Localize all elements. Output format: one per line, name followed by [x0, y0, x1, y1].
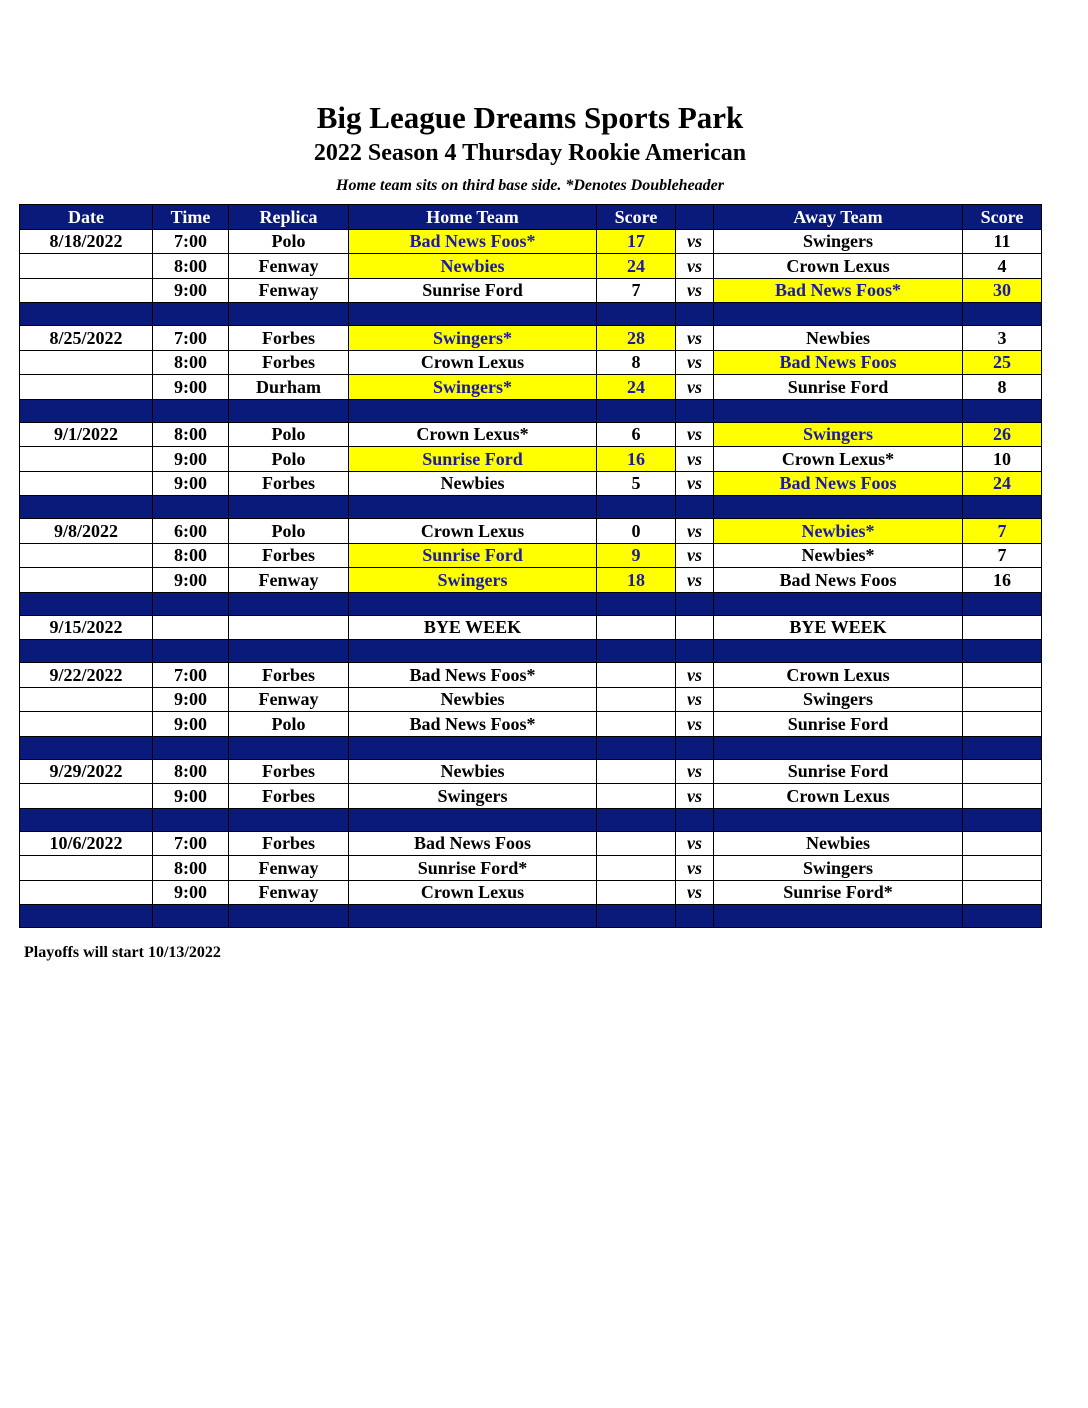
date-cell: 9/15/2022	[20, 615, 153, 640]
spacer-cell	[597, 496, 676, 519]
away-score-cell	[963, 880, 1042, 905]
vs-cell: vs	[676, 375, 714, 400]
away-score-cell: 25	[963, 350, 1042, 375]
home-score-cell: 16	[597, 447, 676, 472]
spacer-cell	[229, 303, 349, 326]
game-row	[20, 568, 1042, 593]
spacer-cell	[597, 640, 676, 663]
replica-cell: Polo	[229, 447, 349, 472]
spacer-cell	[714, 399, 963, 422]
spacer-cell	[963, 303, 1042, 326]
vs-cell: vs	[676, 422, 714, 447]
replica-cell: Durham	[229, 375, 349, 400]
game-row	[20, 784, 1042, 809]
time-cell: 8:00	[153, 254, 229, 279]
time-cell: 7:00	[153, 229, 229, 254]
spacer-cell	[20, 736, 153, 759]
spacer-cell	[714, 808, 963, 831]
time-cell: 6:00	[153, 519, 229, 544]
spacer-cell	[963, 592, 1042, 615]
away-team-cell: Crown Lexus	[714, 254, 963, 279]
vs-cell: vs	[676, 831, 714, 856]
home-team-cell: BYE WEEK	[349, 615, 597, 640]
spacer-cell	[153, 640, 229, 663]
spacer-cell	[963, 736, 1042, 759]
vs-cell: vs	[676, 254, 714, 279]
time-cell: 8:00	[153, 759, 229, 784]
replica-cell: Fenway	[229, 568, 349, 593]
date-cell: 8/18/2022	[20, 229, 153, 254]
replica-cell: Fenway	[229, 254, 349, 279]
spacer-cell	[153, 399, 229, 422]
spacer-cell	[963, 808, 1042, 831]
home-score-cell	[597, 784, 676, 809]
spacer-cell	[153, 736, 229, 759]
replica-cell: Forbes	[229, 350, 349, 375]
replica-cell	[229, 615, 349, 640]
spacer-cell	[714, 303, 963, 326]
away-team-cell: Bad News Foos	[714, 568, 963, 593]
home-team-cell: Crown Lexus	[349, 519, 597, 544]
game-row	[20, 375, 1042, 400]
spacer-row	[20, 399, 1042, 422]
spacer-row	[20, 592, 1042, 615]
vs-cell: vs	[676, 543, 714, 568]
vs-cell: vs	[676, 687, 714, 712]
page-title: Big League Dreams Sports Park	[316, 100, 744, 135]
spacer-row	[20, 496, 1042, 519]
header-vs	[676, 205, 714, 230]
date-cell	[20, 687, 153, 712]
time-cell: 9:00	[153, 687, 229, 712]
away-team-cell: Bad News Foos	[714, 471, 963, 496]
game-row	[20, 615, 1042, 640]
date-cell	[20, 278, 153, 303]
home-score-cell	[597, 880, 676, 905]
replica-cell: Fenway	[229, 687, 349, 712]
home-score-cell: 7	[597, 278, 676, 303]
spacer-cell	[963, 640, 1042, 663]
vs-cell: vs	[676, 663, 714, 688]
replica-cell: Forbes	[229, 663, 349, 688]
game-row	[20, 687, 1042, 712]
home-team-cell: Newbies	[349, 254, 597, 279]
home-score-cell: 5	[597, 471, 676, 496]
spacer-cell	[676, 640, 714, 663]
spacer-cell	[229, 808, 349, 831]
away-score-cell: 26	[963, 422, 1042, 447]
home-score-cell	[597, 831, 676, 856]
vs-cell: vs	[676, 447, 714, 472]
date-cell: 9/8/2022	[20, 519, 153, 544]
home-score-cell: 6	[597, 422, 676, 447]
home-team-cell: Newbies	[349, 687, 597, 712]
spacer-cell	[153, 496, 229, 519]
spacer-cell	[20, 640, 153, 663]
away-team-cell: Newbies*	[714, 543, 963, 568]
home-team-cell: Bad News Foos	[349, 831, 597, 856]
game-row	[20, 519, 1042, 544]
spacer-row	[20, 736, 1042, 759]
spacer-cell	[349, 736, 597, 759]
schedule-body	[20, 229, 1042, 928]
date-cell	[20, 543, 153, 568]
spacer-cell	[349, 592, 597, 615]
game-row	[20, 663, 1042, 688]
header-time: Time	[153, 205, 229, 230]
away-team-cell: Swingers	[714, 229, 963, 254]
vs-cell: vs	[676, 278, 714, 303]
home-team-cell: Bad News Foos*	[349, 712, 597, 737]
date-cell	[20, 880, 153, 905]
home-team-cell: Sunrise Ford	[349, 543, 597, 568]
replica-cell: Forbes	[229, 759, 349, 784]
date-cell: 8/25/2022	[20, 326, 153, 351]
spacer-cell	[963, 496, 1042, 519]
spacer-cell	[597, 905, 676, 928]
game-row	[20, 326, 1042, 351]
home-team-cell: Newbies	[349, 759, 597, 784]
date-cell	[20, 471, 153, 496]
spacer-cell	[153, 303, 229, 326]
header-home-team: Home Team	[349, 205, 597, 230]
away-team-cell: Sunrise Ford	[714, 712, 963, 737]
game-row	[20, 350, 1042, 375]
home-team-cell: Crown Lexus	[349, 880, 597, 905]
home-score-cell: 17	[597, 229, 676, 254]
header-replica: Replica	[229, 205, 349, 230]
spacer-cell	[20, 496, 153, 519]
away-team-cell: Newbies	[714, 326, 963, 351]
spacer-cell	[714, 640, 963, 663]
away-team-cell: Newbies*	[714, 519, 963, 544]
home-score-cell: 24	[597, 375, 676, 400]
home-score-cell	[597, 663, 676, 688]
spacer-cell	[597, 399, 676, 422]
away-score-cell	[963, 687, 1042, 712]
time-cell: 8:00	[153, 422, 229, 447]
spacer-cell	[20, 303, 153, 326]
away-team-cell: Crown Lexus	[714, 784, 963, 809]
spacer-cell	[597, 303, 676, 326]
away-team-cell: Bad News Foos	[714, 350, 963, 375]
away-team-cell: Crown Lexus	[714, 663, 963, 688]
game-row	[20, 856, 1042, 881]
spacer-cell	[676, 496, 714, 519]
away-team-cell: Sunrise Ford*	[714, 880, 963, 905]
vs-cell	[676, 615, 714, 640]
vs-cell: vs	[676, 784, 714, 809]
away-team-cell: Sunrise Ford	[714, 759, 963, 784]
header-away-team: Away Team	[714, 205, 963, 230]
replica-cell: Fenway	[229, 278, 349, 303]
spacer-cell	[229, 399, 349, 422]
vs-cell: vs	[676, 856, 714, 881]
home-team-cell: Bad News Foos*	[349, 663, 597, 688]
spacer-cell	[20, 399, 153, 422]
home-team-cell: Swingers*	[349, 375, 597, 400]
away-team-cell: Swingers	[714, 422, 963, 447]
spacer-cell	[349, 640, 597, 663]
home-team-cell: Bad News Foos*	[349, 229, 597, 254]
game-row	[20, 759, 1042, 784]
spacer-cell	[597, 592, 676, 615]
away-score-cell	[963, 856, 1042, 881]
replica-cell: Forbes	[229, 471, 349, 496]
game-row	[20, 712, 1042, 737]
header-row	[20, 205, 1042, 230]
replica-cell: Polo	[229, 229, 349, 254]
header-date: Date	[20, 205, 153, 230]
date-cell	[20, 856, 153, 881]
home-team-cell: Sunrise Ford	[349, 278, 597, 303]
home-team-cell: Sunrise Ford*	[349, 856, 597, 881]
spacer-cell	[714, 736, 963, 759]
time-cell: 9:00	[153, 880, 229, 905]
away-team-cell: Swingers	[714, 856, 963, 881]
spacer-cell	[229, 640, 349, 663]
replica-cell: Forbes	[229, 784, 349, 809]
away-score-cell	[963, 784, 1042, 809]
time-cell: 7:00	[153, 663, 229, 688]
home-score-cell	[597, 759, 676, 784]
spacer-cell	[676, 592, 714, 615]
spacer-cell	[963, 905, 1042, 928]
spacer-row	[20, 808, 1042, 831]
home-score-cell	[597, 856, 676, 881]
spacer-cell	[676, 808, 714, 831]
spacer-cell	[229, 496, 349, 519]
spacer-cell	[20, 808, 153, 831]
game-row	[20, 229, 1042, 254]
time-cell: 9:00	[153, 784, 229, 809]
game-row	[20, 880, 1042, 905]
replica-cell: Fenway	[229, 880, 349, 905]
time-cell: 7:00	[153, 326, 229, 351]
game-row	[20, 254, 1042, 279]
home-team-cell: Crown Lexus*	[349, 422, 597, 447]
vs-cell: vs	[676, 568, 714, 593]
away-score-cell: 4	[963, 254, 1042, 279]
spacer-cell	[597, 808, 676, 831]
vs-cell: vs	[676, 350, 714, 375]
spacer-cell	[229, 736, 349, 759]
spacer-cell	[229, 905, 349, 928]
away-score-cell: 16	[963, 568, 1042, 593]
spacer-cell	[229, 592, 349, 615]
spacer-cell	[676, 303, 714, 326]
away-score-cell: 10	[963, 447, 1042, 472]
schedule-table	[19, 204, 1042, 928]
game-row	[20, 471, 1042, 496]
game-row	[20, 278, 1042, 303]
date-cell	[20, 254, 153, 279]
away-score-cell	[963, 615, 1042, 640]
spacer-cell	[153, 808, 229, 831]
away-score-cell	[963, 831, 1042, 856]
away-team-cell: Crown Lexus*	[714, 447, 963, 472]
date-cell: 9/29/2022	[20, 759, 153, 784]
home-team-cell: Sunrise Ford	[349, 447, 597, 472]
spacer-cell	[597, 736, 676, 759]
replica-cell: Polo	[229, 422, 349, 447]
time-cell: 9:00	[153, 568, 229, 593]
vs-cell: vs	[676, 759, 714, 784]
game-row	[20, 422, 1042, 447]
away-score-cell: 24	[963, 471, 1042, 496]
spacer-cell	[349, 808, 597, 831]
away-score-cell	[963, 663, 1042, 688]
replica-cell: Polo	[229, 519, 349, 544]
vs-cell: vs	[676, 712, 714, 737]
time-cell: 8:00	[153, 350, 229, 375]
spacer-cell	[714, 496, 963, 519]
home-team-cell: Swingers	[349, 784, 597, 809]
away-score-cell: 11	[963, 229, 1042, 254]
date-cell: 9/22/2022	[20, 663, 153, 688]
spacer-cell	[714, 592, 963, 615]
time-cell: 9:00	[153, 447, 229, 472]
spacer-cell	[20, 905, 153, 928]
vs-cell: vs	[676, 880, 714, 905]
spacer-row	[20, 640, 1042, 663]
time-cell: 7:00	[153, 831, 229, 856]
home-score-cell	[597, 615, 676, 640]
date-cell	[20, 375, 153, 400]
spacer-row	[20, 303, 1042, 326]
home-score-cell: 0	[597, 519, 676, 544]
home-team-cell: Swingers	[349, 568, 597, 593]
home-team-cell: Crown Lexus	[349, 350, 597, 375]
spacer-cell	[153, 592, 229, 615]
time-cell: 8:00	[153, 856, 229, 881]
game-row	[20, 831, 1042, 856]
date-cell: 9/1/2022	[20, 422, 153, 447]
time-cell: 9:00	[153, 375, 229, 400]
vs-cell: vs	[676, 471, 714, 496]
spacer-cell	[714, 905, 963, 928]
date-cell	[20, 568, 153, 593]
game-row	[20, 543, 1042, 568]
home-score-cell	[597, 687, 676, 712]
away-score-cell	[963, 759, 1042, 784]
time-cell: 9:00	[153, 471, 229, 496]
time-cell: 9:00	[153, 712, 229, 737]
header-away-score: Score	[963, 205, 1042, 230]
away-team-cell: BYE WEEK	[714, 615, 963, 640]
time-cell: 9:00	[153, 278, 229, 303]
home-score-cell: 28	[597, 326, 676, 351]
date-cell	[20, 350, 153, 375]
away-score-cell	[963, 712, 1042, 737]
date-cell: 10/6/2022	[20, 831, 153, 856]
away-score-cell: 30	[963, 278, 1042, 303]
home-team-cell: Newbies	[349, 471, 597, 496]
spacer-cell	[349, 905, 597, 928]
replica-cell: Polo	[229, 712, 349, 737]
away-team-cell: Swingers	[714, 687, 963, 712]
away-score-cell: 8	[963, 375, 1042, 400]
replica-cell: Forbes	[229, 831, 349, 856]
away-score-cell: 7	[963, 519, 1042, 544]
vs-cell: vs	[676, 326, 714, 351]
spacer-cell	[20, 592, 153, 615]
date-cell	[20, 447, 153, 472]
spacer-row	[20, 905, 1042, 928]
spacer-cell	[349, 399, 597, 422]
replica-cell: Forbes	[229, 543, 349, 568]
away-team-cell: Newbies	[714, 831, 963, 856]
header-home-score: Score	[597, 205, 676, 230]
vs-cell: vs	[676, 519, 714, 544]
spacer-cell	[349, 303, 597, 326]
spacer-cell	[349, 496, 597, 519]
away-score-cell: 7	[963, 543, 1042, 568]
away-team-cell: Sunrise Ford	[714, 375, 963, 400]
schedule-note: Home team sits on third base side. *Denotes Doubleheader	[336, 177, 724, 194]
playoffs-note: Playoffs will start 10/13/2022	[24, 944, 221, 961]
page-subtitle: 2022 Season 4 Thursday Rookie American	[313, 140, 747, 166]
home-score-cell: 18	[597, 568, 676, 593]
time-cell: 8:00	[153, 543, 229, 568]
game-row	[20, 447, 1042, 472]
spacer-cell	[676, 905, 714, 928]
date-cell	[20, 784, 153, 809]
time-cell	[153, 615, 229, 640]
away-score-cell: 3	[963, 326, 1042, 351]
spacer-cell	[676, 399, 714, 422]
spacer-cell	[963, 399, 1042, 422]
date-cell	[20, 712, 153, 737]
away-team-cell: Bad News Foos*	[714, 278, 963, 303]
replica-cell: Forbes	[229, 326, 349, 351]
home-score-cell: 24	[597, 254, 676, 279]
home-team-cell: Swingers*	[349, 326, 597, 351]
vs-cell: vs	[676, 229, 714, 254]
home-score-cell: 9	[597, 543, 676, 568]
home-score-cell: 8	[597, 350, 676, 375]
replica-cell: Fenway	[229, 856, 349, 881]
home-score-cell	[597, 712, 676, 737]
spacer-cell	[676, 736, 714, 759]
spacer-cell	[153, 905, 229, 928]
